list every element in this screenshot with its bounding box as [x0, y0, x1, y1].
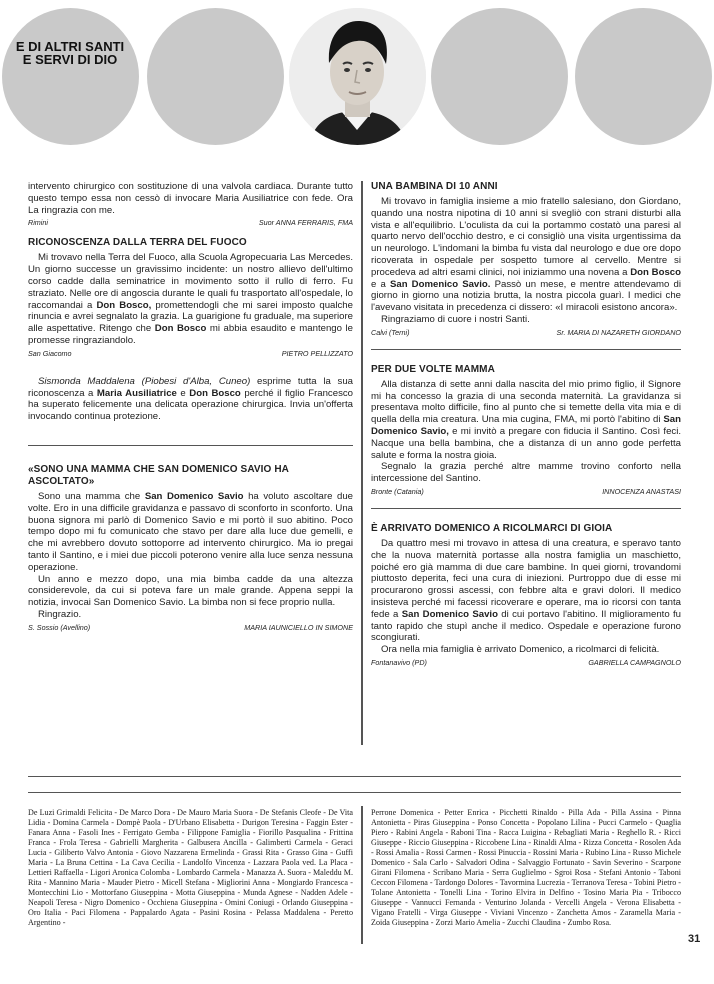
header-circles [0, 0, 714, 150]
article-paragraph: Sismonda Maddalena (Piobesi d'Alba, Cuneo) esprime tutta la sua riconoscenza a Maria Ausiliatrice e Don Bosco perché il figlio Francesco ha superato felicemente una delicata operazione chirurgica. Invia un'offerta invocando continua protezione. [28, 375, 353, 423]
page-rule [28, 776, 681, 777]
signature-line [28, 623, 353, 632]
section-title: E DI ALTRI SANTI E SERVI DI DIO [15, 39, 125, 67]
article-paragraph: Mi trovavo nella Terra del Fuoco, alla Scuola Agropecuaria Las Mercedes. Un giorno successe un gravissimo incidente: un nostro allievo dell'ultimo corso cadde dalla seminatrice in movimento sotto il rullo di ferro. Fu straziato. Nelle ore di angoscia durante le quali fu trasportato all'ospedale, lo raccomandai a Don Bosco, promettendogli che mi sarei imposto qualche rinuncia e avrei segnalato la grazia. La guarigione fu graduale, ma superiore alle aspettative. Ritengo che Don Bosco mi abbia esaudito e mantengo le promesse ringraziandolo. [28, 252, 354, 346]
article-paragraph: Alla distanza di sette anni dalla nascita del mio primo figlio, il Signore mi ha concesso la grazia di una seconda maternità. La gravidanza si presentava molto difficile, fino al punto che si temette della vita mia e di quella della mia creatura. Una mia cugina, FMA, mi portò l'abitino di San Domenico Savio, e mi invitò a pregare con fiducia il Santino. Così feci. Nacque una bella bambina, che a distanza di un anno gode perfetta salute e forma la nostra gioia. [371, 378, 681, 461]
article-paragraph: Ringraziamo di cuore i nostri Santi. [381, 313, 530, 325]
article-paragraph: Un anno e mezzo dopo, una mia bimba cadde da una altezza considerevole, da cui si poteva fare un male grande. Appena seppi la notizia, invocai San Domenico Savio. La bimba non si fece proprio nulla. [28, 573, 353, 609]
article-paragraph: Ora nella mia famiglia è arrivato Domenico, a ricolmarci di felicità. [381, 644, 660, 656]
signature-name: GABRIELLA CAMPAGNOLO [588, 657, 681, 667]
page-rule [28, 792, 681, 793]
signature-place: Fontanavivo (PD) [371, 657, 427, 667]
article-paragraph: Ringrazio. [38, 608, 82, 620]
title-circle [2, 8, 139, 145]
signature-line [28, 218, 353, 227]
signature-line [28, 349, 353, 358]
signature-name: Suor ANNA FERRARIS, FMA [258, 218, 353, 228]
decorative-circle [431, 8, 568, 145]
signature-place: Rimini [28, 218, 48, 228]
signature-name: INNOCENZA ANASTASI [602, 486, 681, 496]
signature-name: MARIA IAUNICIELLO IN SIMONE [244, 622, 353, 632]
signature-place: San Giacomo [28, 348, 72, 358]
article-paragraph: Mi trovavo in famiglia insieme a mio fratello salesiano, don Giordano, quando una nostra nipotina di 10 anni si svegliò con strani disturbi alla vista e all'equilibrio. L'oculista da cui la portammo costatò una paresi al quarto nervo dell'occhio destro, e ci consigliò una visita urgentissima da un neurologo. L'indomani la bimba fu vista dal neurologo e due ore dopo ricoverata in ospedale per sospetto tumore al cervello. Mentre si procedeva ad altri esami clinici, noi iniziammo una novena a Don Bosco e a San Domenico Savio. Passò un mese, e mentre attendevamo di giorno in giorno una notizia brutta, la nostra piccola guarì. I medici che l'avevano visitata in precedenza ci dissero: «I miracoli esistono ancora». [371, 196, 681, 314]
decorative-circle [575, 8, 712, 145]
names-list: De Luzi Grimaldi Felicita - De Marco Dora - De Mauro Maria Suora - De Stefanis Cleofe - De Vita Lidia - Domina Carmela - Dompè Paola - D'Urbano Elisabetta - Durigon Teresina - Faggin Ester - Fanara Anna - Fasoli Ines - Ferrigato Gemba - Filippone Famiglia - Fiorillo Pasqualina - Frittina Franca - Frola Teresa - Gabrielli Margherita - Galbusera Ancilla - Galimberti Carmela - Geraci Lucia - Giliberto Valvo Antonia - Giovo Nazzarena Ermelinda - Grassi Rita - Grasso Gina - Guffi Maria - La Bruna Cettina - La Cava Cecilia - Landolfo Vincenza - Lazzara Paola ved. La Placa - Lettieri Raffaella - Ligori Aronica Colomba - Lombardo Carmela - Manazza A. Suora - Maleddu M. Rita - Mannino Maria - Mauder Pietro - Micell Stefana - Migliorini Anna - Mongiardo Francesca - Montecchini Lio - Mottorfano Giuseppina - Motta Giuseppina - Munda Agnese - Nadden Adele - Neapoli Teresa - Nigro Domenico - Occhiena Giuseppina - Omini Coniugi - Orlando Giuseppina - Oro Italia - Paci Filomena - Pappalardo Agata - Pasini Rosina - Pelassa Maddalena - Peretto Argentino - [28, 808, 353, 927]
signature-place: Calvi (Terni) [371, 327, 410, 337]
signature-place: S. Sossio (Avellino) [28, 622, 91, 632]
names-list: Perrone Domenica - Petter Enrica - Picchetti Rinaldo - Pilla Ada - Pilla Assina - Pinna Antonietta - Piras Giuseppina - Ponso Concetta - Popolano Lilina - Pucci Carmelo - Quaglia Piero - Rabini Angela - Raboni Tina - Racca Luigina - Rebagliati Maria - Reghello R. - Ricci Giuseppe - Riccio Giuseppina - Riccobene Lina - Rinaldi Alma - Rizza Concetta - Rosolen Ada - Rossi Amalia - Rossi Carmen - Rossi Pinuccia - Rossini Maria - Rubino Lina - Russo Michele Domenico - Sala Carlo - Salvadori Odina - Salvaggio Fortunato - Savin Severino - Scarpone Girani Filomena - Scribano Maria - Serra Guglielmo - Sgroi Rosa - Stefani Antonio - Taboni Ceccon Filomena - Tardongo Dolores - Tavormina Lucrezia - Terranova Teresa - Tobini Pietro - Tolane Antonietta - Tonelli Lina - Torino Elvira in Delfino - Tosino Maria Pia - Tribocco Giuseppe - Vannucci Fernanda - Venturino Jolanda - Vercelli Angela - Verona Elisabetta - Vigano Fratelli - Virga Giuseppe - Viviani Vincenzo - Zanchetta Amos - Zaramella Maria - Zoida Giuseppina - Zorzi Mario Amelia - Zucchi Claudina - Zumbo Rosa. [371, 808, 682, 927]
article-paragraph: Da quattro mesi mi trovavo in attesa di una creatura, e speravo tanto che la nuova maternità portasse alla nostra famiglia un maschietto, poiché ero già mamma di due care bambine. In quei giorni, trovandomi piuttosto deperita, feci una cura di iniezioni. Purtroppo due di esse mi procurarono grossi ascessi, con febbre alta e gravi dolori. Il medico insisteva perché mi facessi ricoverare e operare, ma io ricorsi con tanta fede a San Domenico Savio di cui portavo l'abitino. Il miglioramento fu tanto rapido che stupì anche il medico. Ospedale e operazione furono scongiurati. [371, 537, 681, 644]
article-heading: «SONO UNA MAMMA CHE SAN DOMENICO SAVIO HA ASCOLTATO» [28, 463, 289, 487]
page-number: 31 [688, 933, 701, 945]
signature-name: Sr. MARIA DI NAZARETH GIORDANO [556, 327, 681, 337]
article-heading: RICONOSCENZA DALLA TERRA DEL FUOCO [28, 237, 247, 249]
article-heading: È ARRIVATO DOMENICO A RICOLMARCI DI GIOIA [371, 522, 613, 534]
right-column [371, 181, 681, 667]
article-heading: PER DUE VOLTE MAMMA [371, 363, 495, 375]
signature-line [371, 658, 681, 667]
section-divider [28, 445, 353, 446]
signature-line [371, 487, 681, 496]
section-divider [371, 349, 681, 350]
signature-name: PIETRO PELLIZZATO [281, 348, 353, 358]
article-paragraph: Sono una mamma che San Domenico Savio ha voluto ascoltare due volte. Ero in una difficile gravidanza e passavo di sconforto in sconforto. Una buona signora mi parlò di Domenico Savio e mi portò il suo abitino. Poco tempo dopo mi fu comunicato che stavo per dare alla luce due gemelli, e che mi avrebbero dovuto sottoporre ad intervento chirurgico. Ma io pregai tanto il Santino, e i miei due piccoli poterono venire alla luce senza nessuna operazione. [28, 490, 354, 573]
intro-paragraph: intervento chirurgico con sostituzione di una valvola cardiaca. Durante tutto questo tempo essa non cessò di invocare Maria Ausiliatrice con fede. Ora La ringrazia con me. [28, 181, 353, 216]
portrait-image [289, 8, 426, 145]
section-divider [371, 508, 681, 509]
column-divider [361, 806, 363, 944]
decorative-circle [147, 8, 284, 145]
article-paragraph: Segnalo la grazia perché altre mamme trovino conforto nella intercessione del Santino. [371, 461, 681, 485]
signature-line [371, 328, 681, 337]
column-divider [361, 181, 363, 745]
signature-place: Bronte (Catania) [371, 486, 424, 496]
article-heading: UNA BAMBINA DI 10 ANNI [371, 181, 498, 192]
left-column [28, 181, 353, 632]
